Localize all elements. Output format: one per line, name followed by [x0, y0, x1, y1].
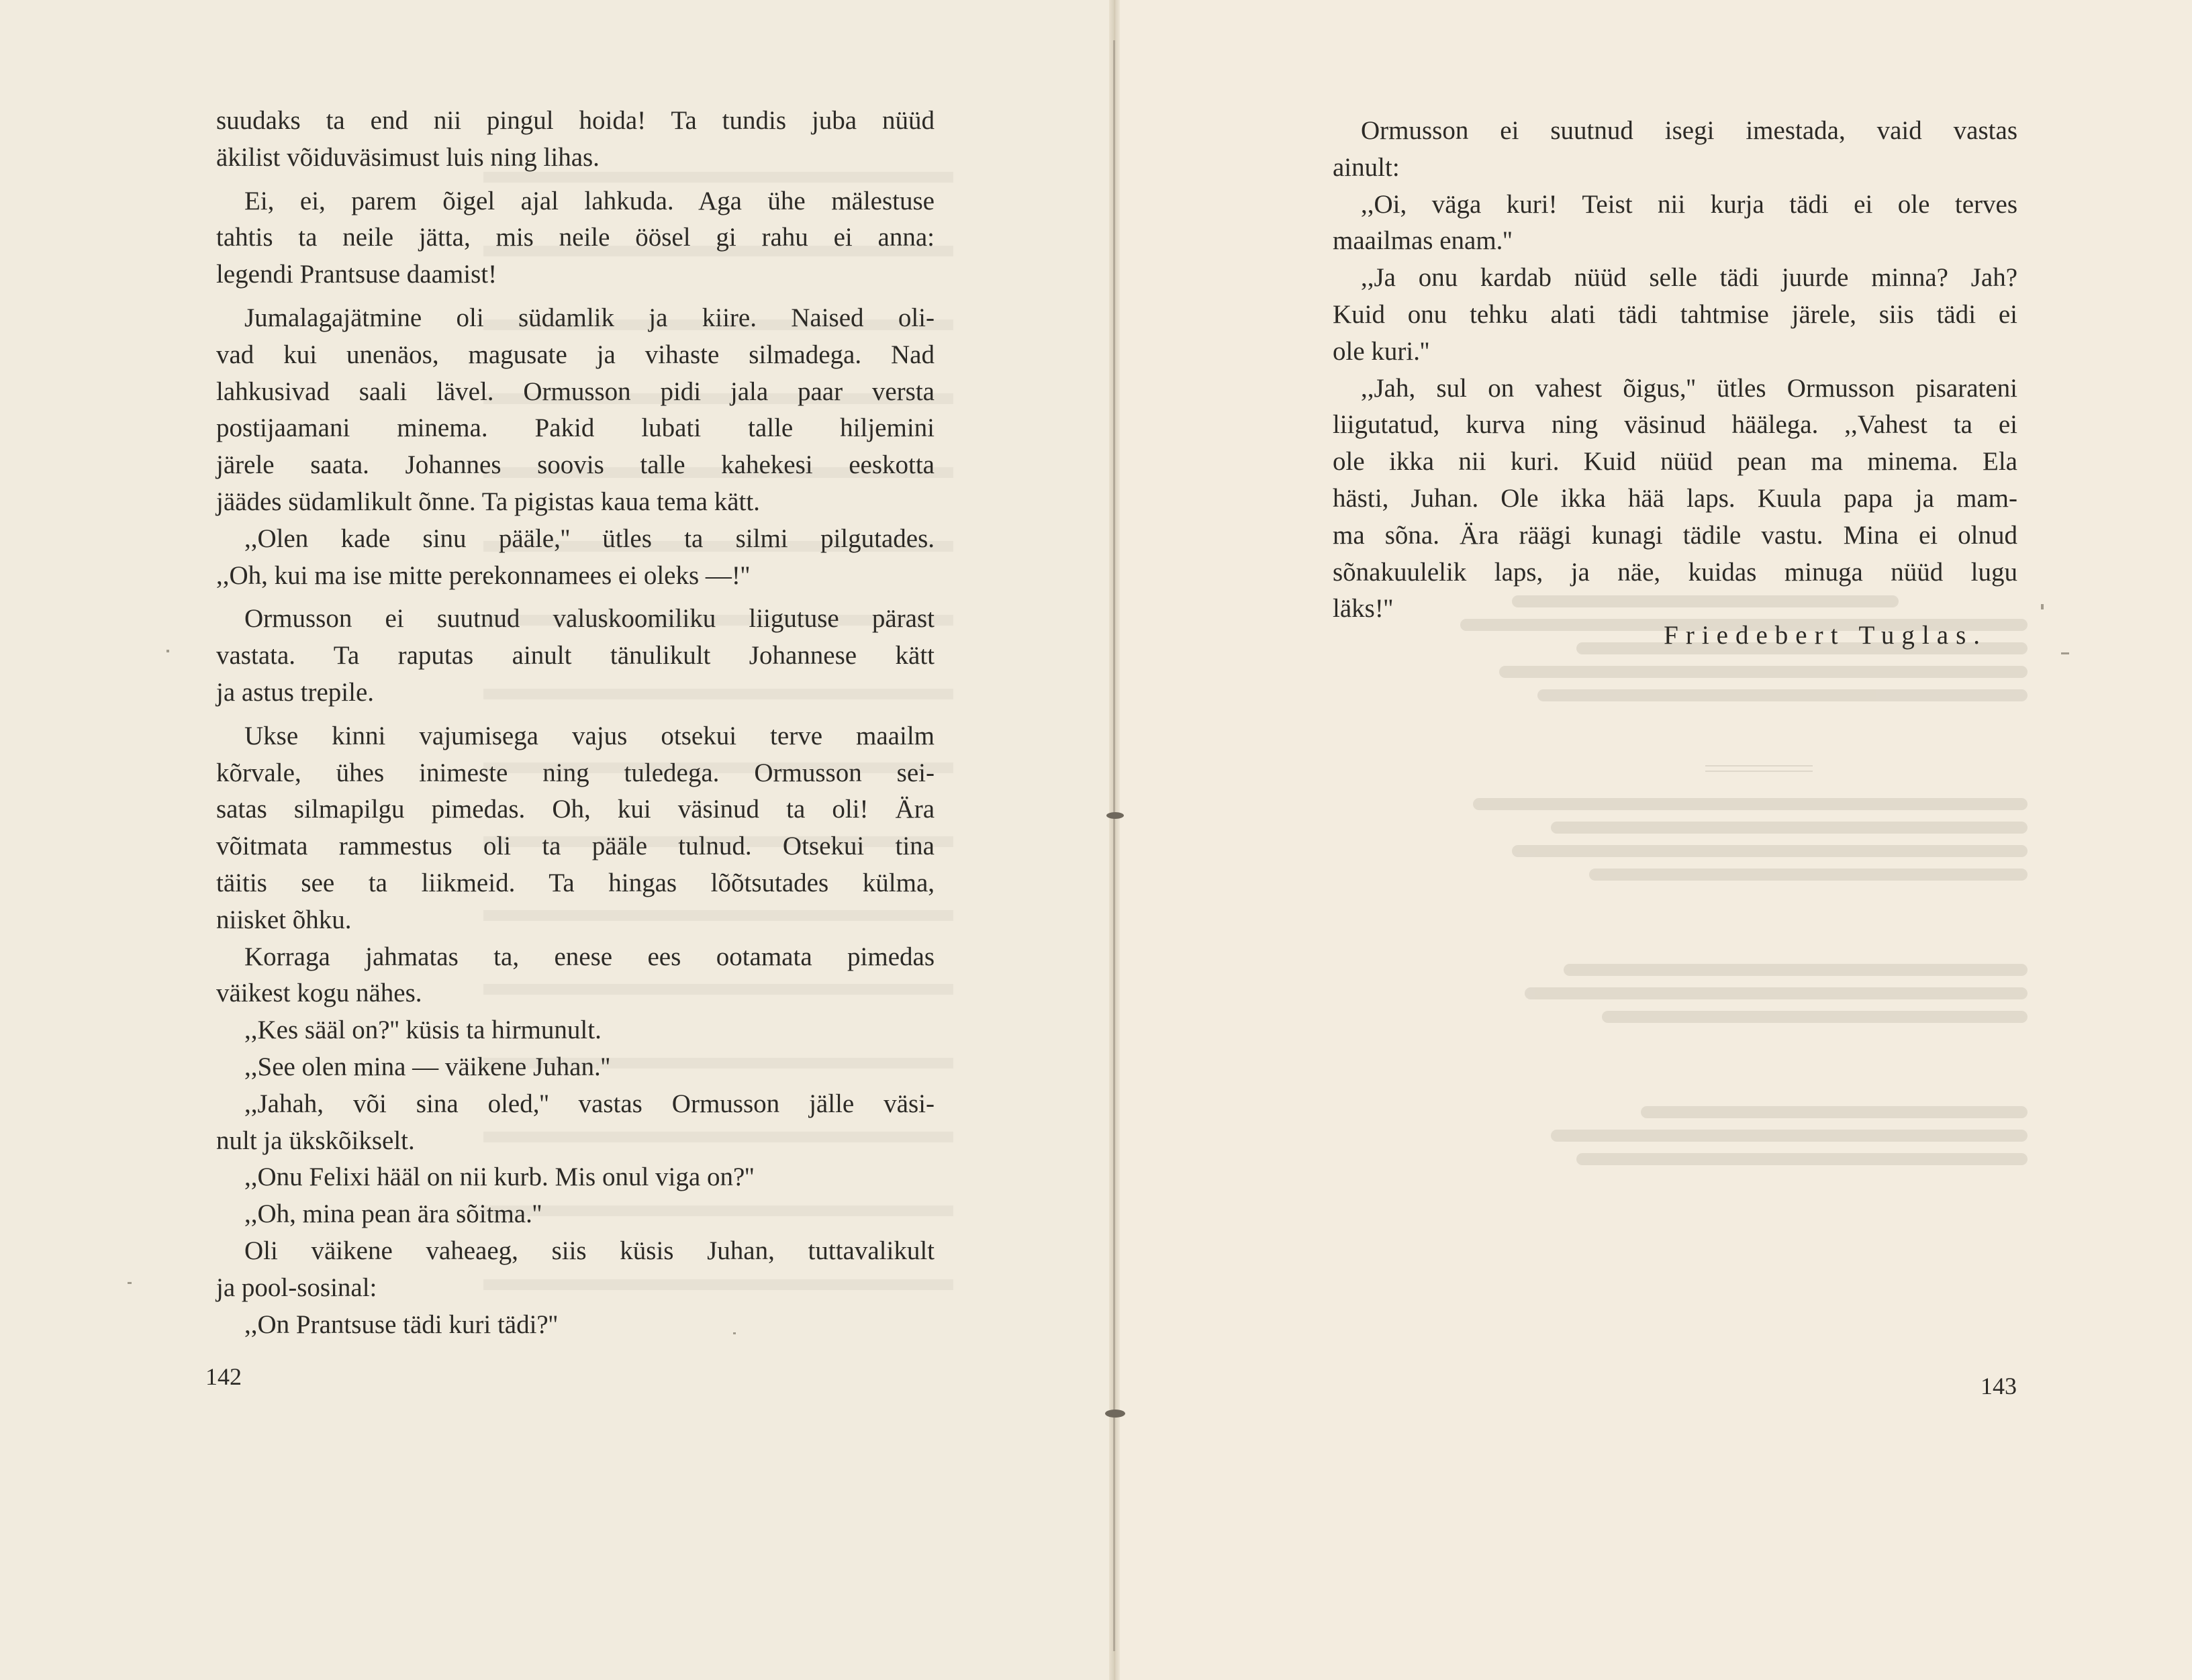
binding-staple [1105, 1410, 1125, 1418]
text-line: ainult: [1333, 152, 1400, 182]
page-number-right: 143 [1981, 1373, 2017, 1399]
text-line: Korraga jahmatas ta, enese ees ootamata pimedas [244, 942, 935, 971]
text-line: ,,Ja onu kardab nüüd selle tädi juurde minna? Jah? [1361, 263, 2017, 293]
text-line: täitis see ta liikmeid. Ta hingas lõõtsutades külma, [216, 868, 935, 897]
text-line: ,,On Prantsuse tädi kuri tädi?'' [244, 1310, 558, 1339]
page-number-left: 142 [205, 1363, 242, 1390]
text-line: maailmas enam.'' [1333, 226, 1513, 256]
text-line: võitmata rammestus oli ta pääle tulnud. Otsekui tina [216, 832, 935, 861]
text-line: läks!'' [1333, 594, 1393, 624]
text-line: sõnakuulelik laps, ja näe, kuidas minuga nüüd lugu [1333, 557, 2017, 587]
text-line: ,,Oh, kui ma ise mitte perekonnamees ei oleks —!'' [216, 560, 750, 590]
paper-speck [166, 650, 169, 652]
text-line: vastata. Ta raputas ainult tänulikult Johannese kätt [216, 641, 935, 671]
right-page-body [1333, 113, 2017, 628]
text-line: tahtis ta neile jätta, mis neile öösel gi rahu ei anna: [216, 223, 935, 252]
text-line: järele saata. Johannes soovis talle kahekesi eeskotta [216, 450, 935, 480]
text-line: Ukse kinni vajumisega vajus otsekui terve maailm [244, 721, 935, 750]
text-line: ,,Onu Felixi hääl on nii kurb. Mis onul viga on?'' [244, 1163, 755, 1192]
show-through-reverse-text [1383, 584, 2028, 1349]
text-line: kõrvale, ühes inimeste ning tuledega. Ormusson sei- [216, 758, 935, 787]
text-line: ,,Oh, mina pean ära sõitma.'' [244, 1199, 542, 1229]
text-line: ma sõna. Ära räägi kunagi tädile vastu. Mina ei olnud [1333, 520, 2017, 550]
text-line: ja pool-sosinal: [216, 1273, 377, 1302]
text-line: Oli väikene vaheaeg, siis küsis Juhan, tuttavalikult [244, 1236, 935, 1265]
text-line: Ormusson ei suutnud isegi imestada, vaid vastas [1361, 116, 2017, 145]
text-line: ,,Olen kade sinu pääle,'' ütles ta silmi pilgutades. [244, 524, 935, 553]
text-line: ,,Jahah, või sina oled,'' vastas Ormusson jälle väsi- [244, 1089, 935, 1118]
paper-speck [128, 1282, 132, 1284]
text-line: lahkusivad saali lävel. Ormusson pidi jala paar versta [216, 377, 935, 406]
text-line: ,,Kes sääl on?'' küsis ta hirmunult. [244, 1016, 602, 1045]
left-page-body [216, 103, 935, 1343]
paper-speck [2061, 652, 2069, 654]
text-line: äkilist võiduväsimust luis ning lihas. [216, 142, 600, 172]
text-line: suudaks ta end nii pingul hoida! Ta tundis juba nüüd [216, 106, 935, 135]
text-line: legendi Prantsuse daamist! [216, 260, 497, 289]
text-line: jäädes südamlikult õnne. Ta pigistas kaua tema kätt. [216, 487, 760, 516]
text-line: satas silmapilgu pimedas. Oh, kui väsinud ta oli! Ära [216, 795, 935, 824]
author-signature: Friedebert Tuglas. [1664, 621, 1987, 650]
text-line: ,,Jah, sul on vahest õigus,'' ütles Ormusson pisarateni [1361, 373, 2017, 403]
text-line: Jumalagajätmine oli südamlik ja kiire. Naised oli- [244, 303, 935, 332]
paper-speck [733, 1332, 736, 1334]
text-line: ole kuri.'' [1333, 336, 1430, 366]
paper-speck [2041, 604, 2044, 609]
text-line: liigutatud, kurva ning väsinud häälega. ,,Vahest ta ei [1333, 410, 2017, 440]
text-line: ja astus trepile. [216, 677, 375, 707]
text-line: postijaamani minema. Pakid lubati talle hiljemini [216, 413, 935, 443]
text-line: nult ja ükskõikselt. [216, 1126, 415, 1155]
text-line: niisket õhku. [216, 905, 352, 934]
text-line: ole ikka nii kuri. Kuid nüüd pean ma minema. Ela [1333, 447, 2017, 477]
text-line: ,,Oi, väga kuri! Teist nii kurja tädi ei ole terves [1361, 189, 2017, 219]
binding-staple [1106, 812, 1124, 819]
text-line: Ormusson ei suutnud valuskoomiliku liigutuse pärast [244, 604, 935, 634]
text-line: Kuid onu tehku alati tädi tahtmise järele, siis tädi ei [1333, 299, 2017, 329]
text-line: vad kui unenäos, magusate ja vihaste silmadega. Nad [216, 340, 935, 369]
text-line: Ei, ei, parem õigel ajal lahkuda. Aga ühe mälestuse [244, 186, 935, 215]
text-line: ,,See olen mina — väikene Juhan.'' [244, 1052, 610, 1081]
text-line: hästi, Juhan. Ole ikka hää laps. Kuula papa ja mam- [1333, 483, 2017, 513]
text-line: väikest kogu nähes. [216, 979, 422, 1008]
